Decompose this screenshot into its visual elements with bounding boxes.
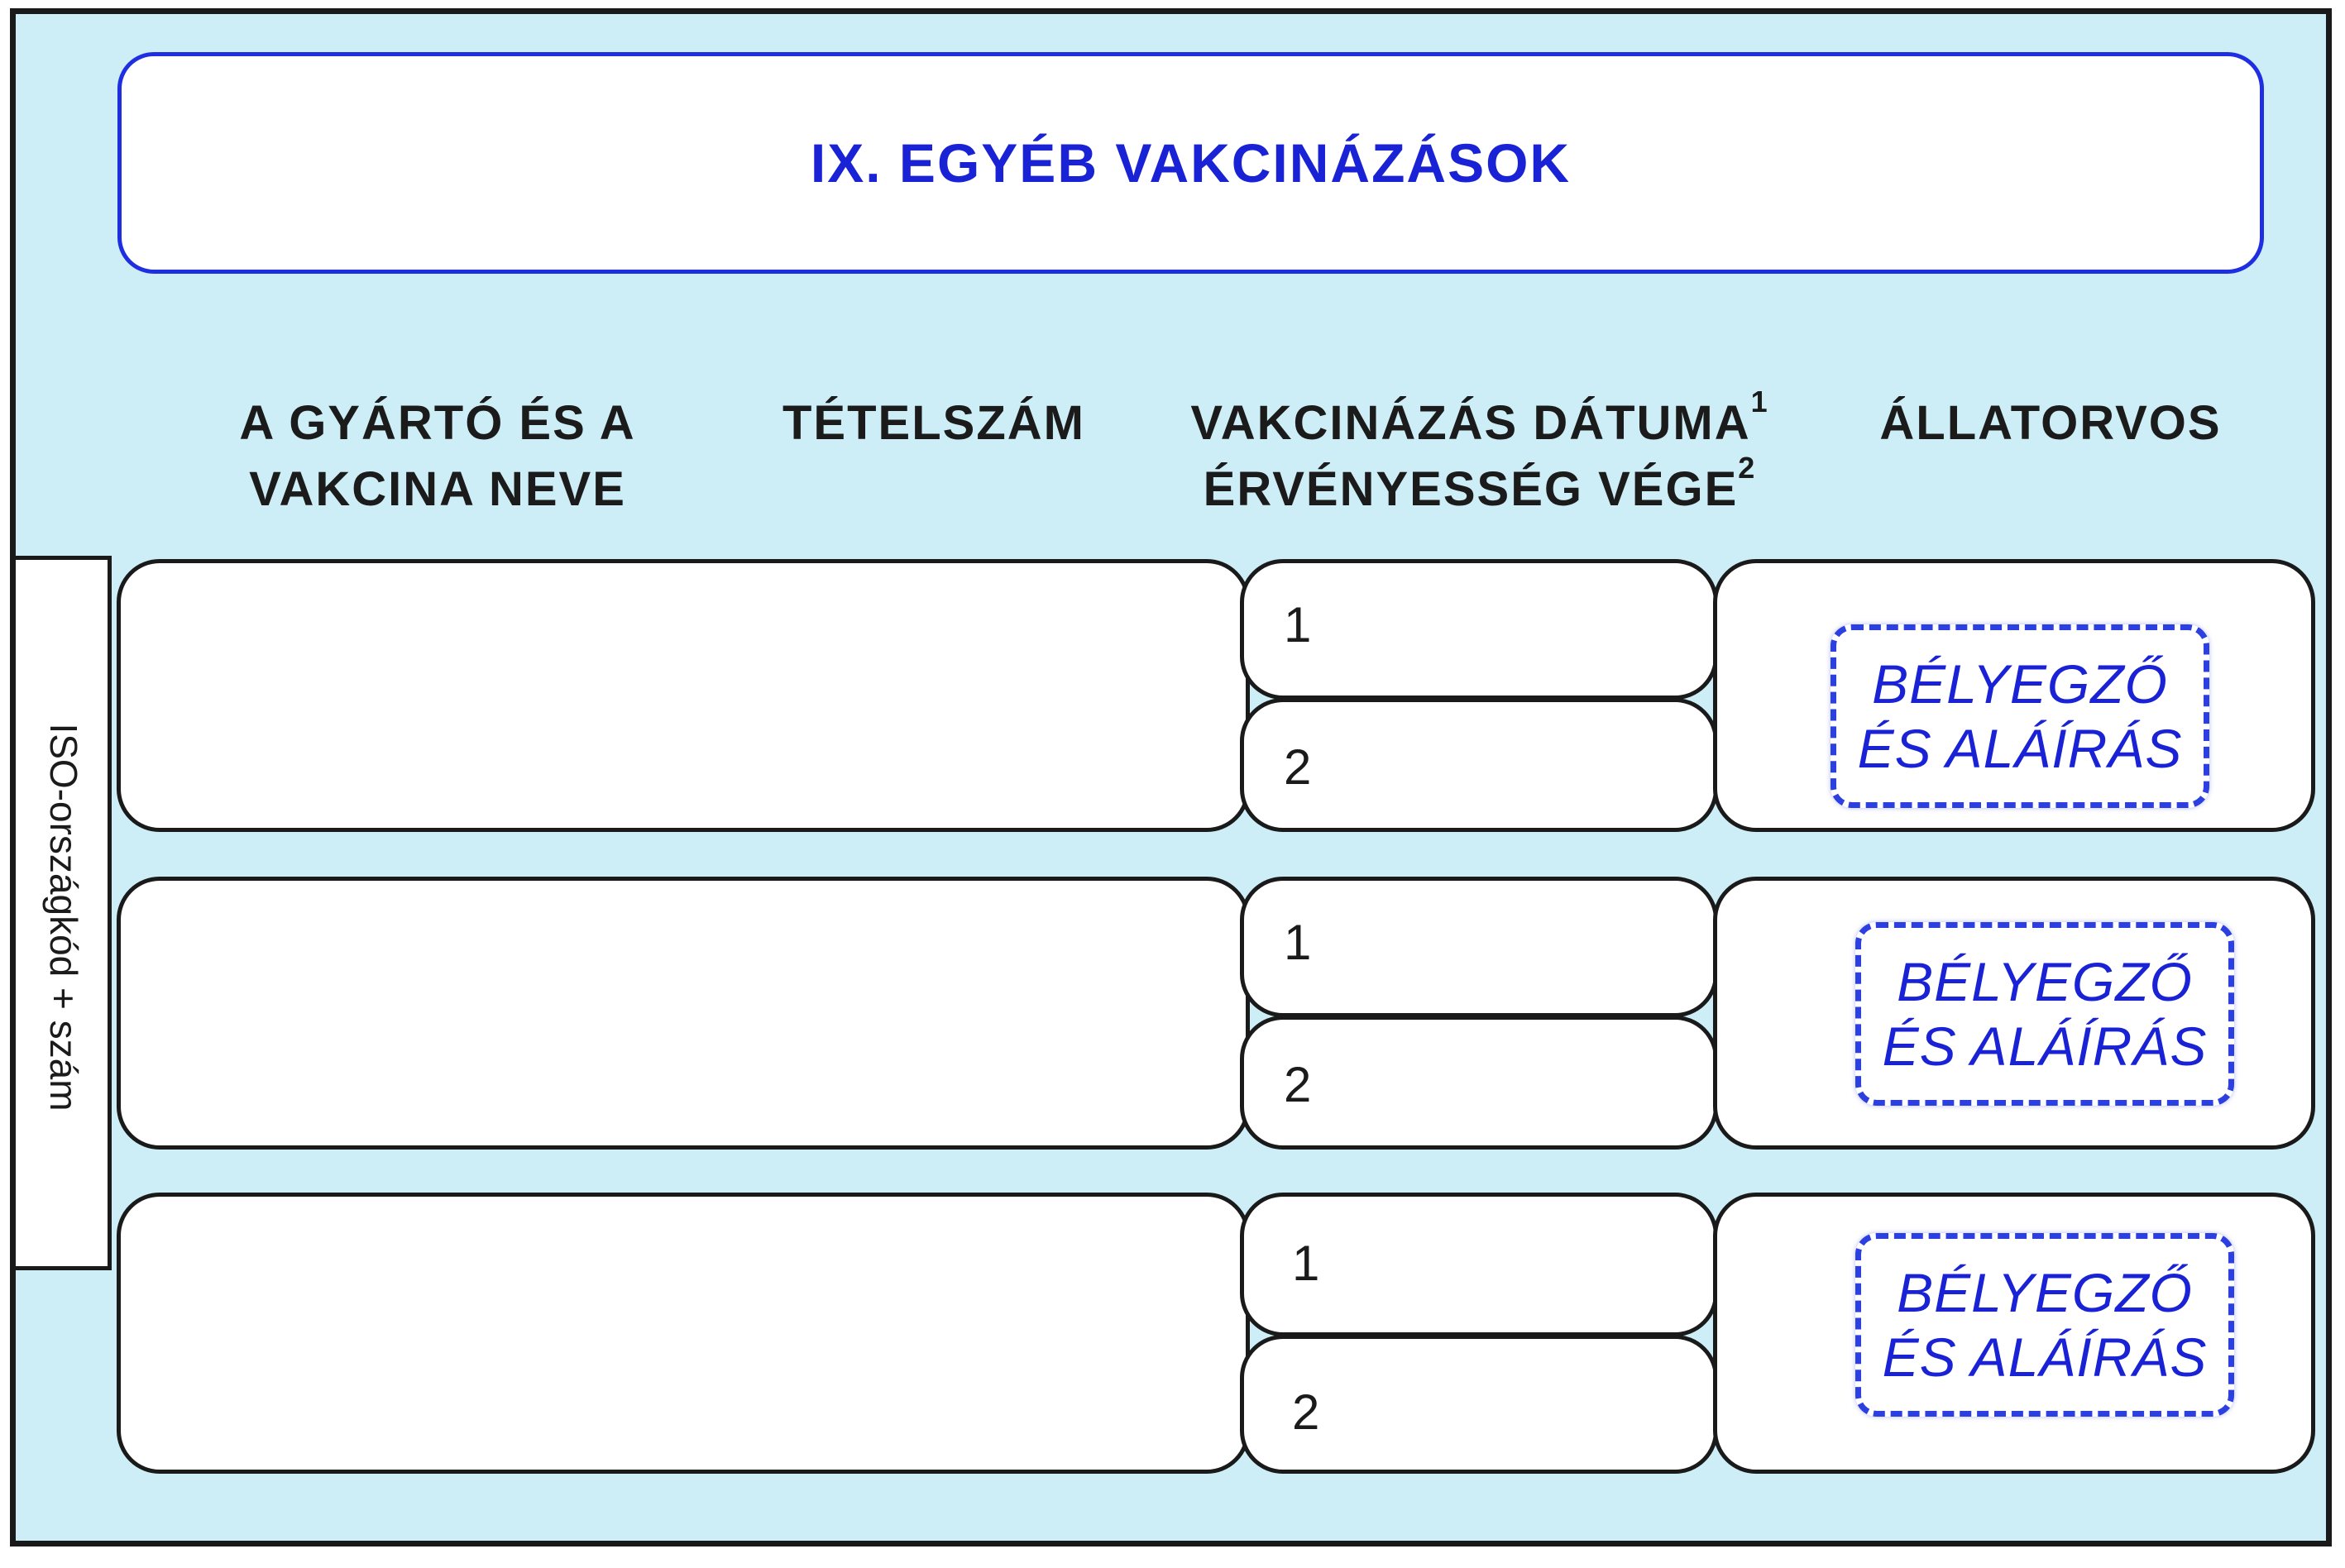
veterinarian-field[interactable] — [1713, 559, 2315, 832]
validity-end-field[interactable] — [1240, 698, 1718, 832]
vaccine-name-batch-field[interactable] — [117, 1193, 1250, 1474]
vaccination-date-field[interactable] — [1240, 559, 1718, 700]
date-field-number: 1 — [1292, 1236, 1320, 1291]
section-title: IX. EGYÉB VAKCINÁZÁSOK — [810, 132, 1572, 194]
header-date-line1 — [1165, 385, 1794, 457]
header-vaccination-date — [1165, 385, 1794, 523]
stamp-label-line2: ÉS ALÁÍRÁS — [1882, 1327, 2208, 1388]
date-field-number: 1 — [1284, 915, 1312, 970]
stamp-label-line1: BÉLYEGZŐ — [1872, 653, 2168, 715]
date-field-number: 1 — [1284, 597, 1312, 653]
stamp-label-line2: ÉS ALÁÍRÁS — [1882, 1016, 2208, 1077]
header-validity-label: ÉRVÉNYESSÉG VÉGE — [1203, 462, 1739, 516]
section-title-box — [117, 52, 2264, 274]
header-vaccine-line2: VAKCINA NEVE — [249, 462, 626, 516]
vaccination-date-field[interactable] — [1240, 1193, 1718, 1336]
veterinarian-field[interactable] — [1713, 1193, 2315, 1474]
stamp-signature-area — [1855, 1233, 2234, 1417]
footnote-1: 1 — [1750, 385, 1769, 418]
header-batch-number — [744, 390, 1124, 457]
validity-end-field[interactable] — [1240, 1016, 1718, 1150]
vaccine-name-batch-field[interactable] — [117, 559, 1250, 832]
header-vaccine-name — [206, 390, 669, 523]
header-vet-label: ÁLLATORVOS — [1879, 396, 2222, 450]
iso-country-code-tab — [16, 556, 112, 1270]
vaccination-date-field[interactable] — [1240, 877, 1718, 1017]
validity-field-number: 2 — [1284, 739, 1312, 795]
header-batch-label: TÉTELSZÁM — [782, 396, 1085, 450]
validity-field-number: 2 — [1292, 1384, 1320, 1440]
header-date-label: VAKCINÁZÁS DÁTUMA — [1190, 396, 1751, 450]
validity-end-field[interactable] — [1240, 1335, 1718, 1474]
header-veterinarian — [1835, 390, 2266, 457]
stamp-signature-area — [1855, 922, 2234, 1106]
stamp-label-line1: BÉLYEGZŐ — [1897, 951, 2193, 1012]
vaccine-name-batch-field[interactable] — [117, 877, 1250, 1150]
stamp-label-line2: ÉS ALÁÍRÁS — [1857, 718, 2183, 779]
header-date-line2 — [1165, 451, 1794, 523]
passport-page — [10, 8, 2332, 1546]
header-vaccine-line1: A GYÁRTÓ ÉS A — [239, 396, 636, 450]
stamp-signature-area — [1831, 624, 2209, 808]
iso-country-code-label: ISO-országkód + szám — [42, 723, 85, 1111]
stamp-label-line1: BÉLYEGZŐ — [1897, 1262, 2193, 1323]
validity-field-number: 2 — [1284, 1057, 1312, 1112]
footnote-2: 2 — [1738, 451, 1757, 485]
veterinarian-field[interactable] — [1713, 877, 2315, 1150]
